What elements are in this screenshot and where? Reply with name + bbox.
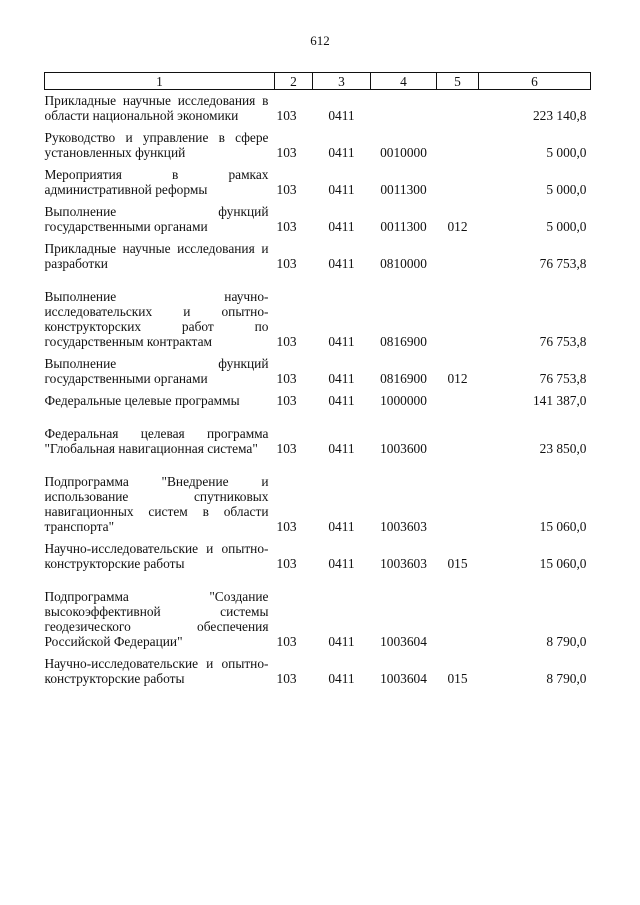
- row-code-3: 0411: [328, 145, 355, 160]
- row-code-5: [437, 456, 479, 534]
- row-code-5: [437, 271, 479, 349]
- row-code-2: 103: [276, 108, 297, 123]
- row-code-3: 0411: [328, 108, 355, 123]
- row-code-5: 012: [447, 219, 468, 234]
- table-row: [45, 271, 591, 349]
- row-name: Научно-исследовательские и опытно-конструкторские работы: [44, 541, 269, 571]
- row-code-5: [437, 408, 479, 456]
- row-code-3: 0411: [328, 519, 355, 534]
- row-name: Прикладные научные исследования в области национальной экономики: [44, 93, 269, 123]
- table-row: [45, 234, 591, 271]
- row-code-3: 0411: [328, 371, 355, 386]
- row-code-4: 1000000: [380, 393, 427, 408]
- row-code-5: [437, 386, 479, 408]
- row-code-2: 103: [276, 393, 297, 408]
- column-header-2: 2: [275, 73, 313, 90]
- row-name: Прикладные научные исследования и разработки: [44, 241, 269, 271]
- row-amount: 141 387,0: [532, 393, 587, 408]
- row-code-3: 0411: [328, 441, 355, 456]
- row-name: Выполнение функций государственными органами: [44, 204, 269, 234]
- table-row: [45, 349, 591, 386]
- row-code-4: 0010000: [380, 145, 427, 160]
- row-amount: 76 753,8: [539, 334, 587, 349]
- row-name: Выполнение научно-исследовательских и опытно-конструкторских работ по государственным контрактам: [44, 289, 269, 349]
- row-amount: 5 000,0: [546, 182, 587, 197]
- row-amount: 5 000,0: [546, 145, 587, 160]
- row-code-5: 015: [447, 671, 468, 686]
- row-code-4: 1003604: [380, 634, 427, 649]
- row-name: Подпрограмма "Внедрение и использование спутниковых навигационных систем в области транспорта": [44, 474, 269, 534]
- row-code-2: 103: [276, 441, 297, 456]
- row-code-4: 0011300: [380, 182, 427, 197]
- table-row: [45, 571, 591, 649]
- row-amount: 8 790,0: [546, 671, 587, 686]
- table-row: [45, 160, 591, 197]
- row-code-5: [437, 234, 479, 271]
- column-header-6: 6: [479, 73, 591, 90]
- column-header-4: 4: [371, 73, 437, 90]
- row-code-2: 103: [276, 182, 297, 197]
- table-row: [45, 408, 591, 456]
- row-name: Руководство и управление в сфере установленных функций: [44, 130, 269, 160]
- row-code-5: [437, 160, 479, 197]
- row-code-4: 0011300: [380, 219, 427, 234]
- row-amount: 15 060,0: [539, 556, 587, 571]
- row-amount: 76 753,8: [539, 371, 587, 386]
- row-name: Научно-исследовательские и опытно-конструкторские работы: [44, 656, 269, 686]
- row-code-3: 0411: [328, 634, 355, 649]
- row-code-2: 103: [276, 145, 297, 160]
- budget-table: [44, 72, 591, 686]
- row-amount: 76 753,8: [539, 256, 587, 271]
- table-row: [45, 534, 591, 571]
- table-row: [45, 456, 591, 534]
- row-code-3: 0411: [328, 182, 355, 197]
- row-code-3: 0411: [328, 256, 355, 271]
- row-amount: 223 140,8: [532, 108, 587, 123]
- row-code-4: 0810000: [380, 256, 427, 271]
- row-code-5: [437, 123, 479, 160]
- row-code-2: 103: [276, 634, 297, 649]
- column-header-3: 3: [313, 73, 371, 90]
- row-code-3: 0411: [328, 671, 355, 686]
- row-code-3: 0411: [328, 556, 355, 571]
- row-code-2: 103: [276, 519, 297, 534]
- row-amount: 5 000,0: [546, 219, 587, 234]
- row-code-5: 015: [447, 556, 468, 571]
- row-code-3: 0411: [328, 219, 355, 234]
- row-code-2: 103: [276, 334, 297, 349]
- row-code-4: 1003603: [380, 519, 427, 534]
- row-amount: 15 060,0: [539, 519, 587, 534]
- row-code-2: 103: [276, 371, 297, 386]
- row-amount: 23 850,0: [539, 441, 587, 456]
- row-code-4: 1003604: [380, 671, 427, 686]
- row-code-3: 0411: [328, 334, 355, 349]
- column-header-5: 5: [437, 73, 479, 90]
- row-code-2: 103: [276, 671, 297, 686]
- table-row: [45, 90, 591, 124]
- row-name: Подпрограмма "Создание высокоэффективной системы геодезического обеспечения Российской Федерации": [44, 589, 269, 649]
- row-name: Выполнение функций государственными органами: [44, 356, 269, 386]
- table-row: [45, 649, 591, 686]
- row-code-2: 103: [276, 556, 297, 571]
- row-name: Мероприятия в рамках административной реформы: [44, 167, 269, 197]
- row-code-3: 0411: [328, 393, 355, 408]
- table-row: [45, 123, 591, 160]
- row-code-4: 1003600: [380, 441, 427, 456]
- row-code-2: 103: [276, 219, 297, 234]
- row-code-5: [437, 90, 479, 124]
- row-code-4: 0816900: [380, 334, 427, 349]
- row-code-4: 1003603: [380, 556, 427, 571]
- row-code-2: 103: [276, 256, 297, 271]
- row-name: Федеральная целевая программа "Глобальная навигационная система": [44, 426, 269, 456]
- row-code-4: [371, 90, 437, 124]
- column-header-1: 1: [45, 73, 275, 90]
- row-code-5: 012: [447, 371, 468, 386]
- page-number: 612: [310, 33, 330, 48]
- row-code-5: [437, 571, 479, 649]
- table-row: [45, 197, 591, 234]
- table-header-row: [45, 73, 591, 90]
- row-code-4: 0816900: [380, 371, 427, 386]
- row-name: Федеральные целевые программы: [44, 393, 240, 408]
- table-row: [45, 386, 591, 408]
- row-amount: 8 790,0: [546, 634, 587, 649]
